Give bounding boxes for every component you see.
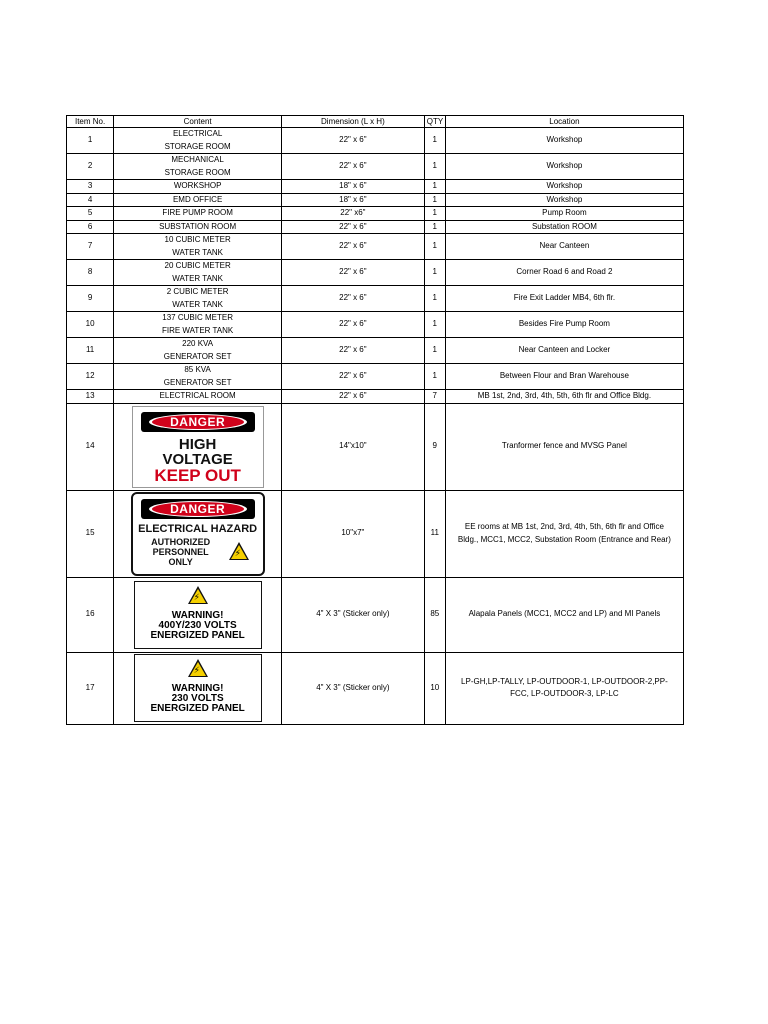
qty-cell: 1 bbox=[424, 128, 445, 154]
item-no-cell: 14 bbox=[67, 403, 114, 490]
signage-schedule-table bbox=[66, 115, 684, 725]
item-no-cell: 16 bbox=[67, 577, 114, 652]
content-line: 2 CUBIC METER bbox=[166, 287, 229, 296]
content-cell bbox=[114, 193, 282, 207]
item-no-cell: 1 bbox=[67, 128, 114, 154]
item-no-cell: 10 bbox=[67, 312, 114, 338]
qty-cell: 11 bbox=[424, 490, 445, 577]
danger-oval bbox=[141, 499, 255, 519]
item-no-cell: 12 bbox=[67, 364, 114, 390]
danger-sign-image bbox=[131, 492, 265, 576]
content-line: WATER TANK bbox=[172, 273, 224, 283]
location-cell: Corner Road 6 and Road 2 bbox=[445, 260, 683, 286]
location-cell: LP-GH,LP-TALLY, LP-OUTDOOR-1, LP-OUTDOOR-2,PP-FCC, LP-OUTDOOR-3, LP-LC bbox=[445, 652, 683, 724]
location-cell: Near Canteen and Locker bbox=[445, 338, 683, 364]
qty-cell: 1 bbox=[424, 207, 445, 221]
table-row bbox=[67, 234, 684, 260]
content-cell bbox=[114, 490, 282, 577]
dimension-cell: 22" x 6" bbox=[282, 364, 425, 390]
dimension-cell: 22" x 6" bbox=[282, 154, 425, 180]
sign-line: WARNING! bbox=[171, 609, 224, 621]
dimension-cell: 4" X 3" (Sticker only) bbox=[282, 652, 425, 724]
location-cell: Near Canteen bbox=[445, 234, 683, 260]
content-line: MECHANICAL bbox=[171, 155, 224, 164]
warning-triangle-icon bbox=[188, 586, 208, 604]
qty-cell: 1 bbox=[424, 260, 445, 286]
table-row bbox=[67, 338, 684, 364]
sign-line: VOLTAGE bbox=[162, 450, 233, 468]
item-no-cell: 5 bbox=[67, 207, 114, 221]
warning-triangle-icon bbox=[188, 659, 208, 677]
lightning-bolt-icon: ⚡ bbox=[193, 665, 200, 675]
lightning-bolt-icon: ⚡ bbox=[193, 591, 200, 602]
location-cell: Fire Exit Ladder MB4, 6th flr. bbox=[445, 286, 683, 312]
sign-line: ENERGIZED PANEL bbox=[150, 629, 245, 641]
content-cell bbox=[114, 338, 282, 364]
location-cell: Besides Fire Pump Room bbox=[445, 312, 683, 338]
content-line: 20 CUBIC METER bbox=[164, 261, 231, 270]
qty-cell: 10 bbox=[424, 652, 445, 724]
header-row bbox=[67, 116, 684, 128]
item-no-cell: 8 bbox=[67, 260, 114, 286]
content-line: 137 CUBIC METER bbox=[162, 313, 233, 322]
location-cell: Between Flour and Bran Warehouse bbox=[445, 364, 683, 390]
header-location: Location bbox=[445, 116, 683, 128]
item-no-cell: 11 bbox=[67, 338, 114, 364]
table-row bbox=[67, 652, 684, 724]
sign-line: ELECTRICAL HAZARD bbox=[138, 522, 258, 535]
item-no-cell: 15 bbox=[67, 490, 114, 577]
table-row bbox=[67, 154, 684, 180]
dimension-cell: 22" x 6" bbox=[282, 220, 425, 234]
item-no-cell: 7 bbox=[67, 234, 114, 260]
sign-line: AUTHORIZED bbox=[151, 536, 211, 547]
dimension-cell: 18" x 6" bbox=[282, 180, 425, 194]
content-line: 220 KVA bbox=[182, 339, 214, 348]
warning-sign-image bbox=[134, 654, 262, 722]
table-row bbox=[67, 260, 684, 286]
sign-line: HIGH bbox=[178, 435, 217, 453]
danger-oval bbox=[141, 412, 255, 432]
sign-line: 230 VOLTS bbox=[171, 693, 224, 704]
sign-line: ONLY bbox=[168, 556, 193, 567]
dimension-cell: 22" x 6" bbox=[282, 234, 425, 260]
dimension-cell: 22" x6" bbox=[282, 207, 425, 221]
header-content: Content bbox=[114, 116, 282, 128]
location-cell: Substation ROOM bbox=[445, 220, 683, 234]
danger-header: DANGER bbox=[152, 415, 244, 429]
item-no-cell: 17 bbox=[67, 652, 114, 724]
content-cell bbox=[114, 180, 282, 194]
item-no-cell: 3 bbox=[67, 180, 114, 194]
qty-cell: 85 bbox=[424, 577, 445, 652]
content-line: FIRE PUMP ROOM bbox=[162, 208, 233, 217]
content-cell bbox=[114, 260, 282, 286]
dimension-cell: 22" x 6" bbox=[282, 338, 425, 364]
content-line: 10 CUBIC METER bbox=[164, 235, 231, 244]
content-line: GENERATOR SET bbox=[163, 377, 232, 387]
content-cell bbox=[114, 403, 282, 490]
table-row bbox=[67, 128, 684, 154]
content-line: STORAGE ROOM bbox=[164, 167, 231, 177]
danger-sign-image bbox=[132, 406, 264, 488]
item-no-cell: 4 bbox=[67, 193, 114, 207]
dimension-cell: 4" X 3" (Sticker only) bbox=[282, 577, 425, 652]
content-line: ELECTRICAL bbox=[172, 129, 223, 138]
qty-cell: 1 bbox=[424, 180, 445, 194]
item-no-cell: 13 bbox=[67, 390, 114, 404]
item-no-cell: 9 bbox=[67, 286, 114, 312]
dimension-cell: 22" x 6" bbox=[282, 312, 425, 338]
header-item-no: Item No. bbox=[67, 116, 114, 128]
content-line: STORAGE ROOM bbox=[164, 141, 231, 151]
content-cell bbox=[114, 286, 282, 312]
item-no-cell: 6 bbox=[67, 220, 114, 234]
content-cell bbox=[114, 652, 282, 724]
content-line: ELECTRICAL ROOM bbox=[159, 391, 236, 400]
sign-line: WARNING! bbox=[171, 683, 224, 694]
warning-triangle-icon bbox=[229, 542, 249, 560]
table-row bbox=[67, 193, 684, 207]
table-row bbox=[67, 490, 684, 577]
location-cell: Workshop bbox=[445, 180, 683, 194]
qty-cell: 7 bbox=[424, 390, 445, 404]
qty-cell: 1 bbox=[424, 220, 445, 234]
lightning-bolt-icon: ⚡ bbox=[234, 547, 241, 558]
table-row bbox=[67, 364, 684, 390]
content-cell bbox=[114, 577, 282, 652]
content-cell bbox=[114, 312, 282, 338]
danger-header: DANGER bbox=[152, 502, 244, 516]
location-cell: Alapala Panels (MCC1, MCC2 and LP) and MI Panels bbox=[445, 577, 683, 652]
warning-sign-image bbox=[134, 581, 262, 649]
dimension-cell: 22" x 6" bbox=[282, 260, 425, 286]
table-row bbox=[67, 207, 684, 221]
location-cell: EE rooms at MB 1st, 2nd, 3rd, 4th, 5th, 6th flr and Office Bldg., MCC1, MCC2, Substation Room (Entrance and Rear) bbox=[445, 490, 683, 577]
content-line: WORKSHOP bbox=[173, 181, 222, 190]
header-qty: QTY bbox=[424, 116, 445, 128]
qty-cell: 9 bbox=[424, 403, 445, 490]
content-line: 85 KVA bbox=[184, 365, 211, 374]
content-line: WATER TANK bbox=[172, 299, 224, 309]
sign-line: PERSONNEL bbox=[152, 546, 209, 557]
table-row bbox=[67, 403, 684, 490]
content-line: SUBSTATION ROOM bbox=[159, 221, 237, 231]
sign-line: ENERGIZED PANEL bbox=[150, 703, 245, 714]
content-cell bbox=[114, 128, 282, 154]
content-line: WATER TANK bbox=[172, 247, 224, 257]
dimension-cell: 22" x 6" bbox=[282, 128, 425, 154]
qty-cell: 1 bbox=[424, 154, 445, 180]
qty-cell: 1 bbox=[424, 312, 445, 338]
location-cell: Pump Room bbox=[445, 207, 683, 221]
location-cell: Tranformer fence and MVSG Panel bbox=[445, 403, 683, 490]
content-line: EMD OFFICE bbox=[172, 194, 223, 204]
dimension-cell: 18" x 6" bbox=[282, 193, 425, 207]
dimension-cell: 14"x10" bbox=[282, 403, 425, 490]
content-cell bbox=[114, 364, 282, 390]
qty-cell: 1 bbox=[424, 286, 445, 312]
content-line: FIRE WATER TANK bbox=[161, 325, 234, 335]
content-cell bbox=[114, 390, 282, 404]
location-cell: Workshop bbox=[445, 154, 683, 180]
dimension-cell: 10"x7" bbox=[282, 490, 425, 577]
table-row bbox=[67, 577, 684, 652]
table-row bbox=[67, 286, 684, 312]
table-row bbox=[67, 220, 684, 234]
content-cell bbox=[114, 234, 282, 260]
location-cell: MB 1st, 2nd, 3rd, 4th, 5th, 6th flr and Office Bldg. bbox=[445, 390, 683, 404]
content-cell bbox=[114, 154, 282, 180]
qty-cell: 1 bbox=[424, 338, 445, 364]
header-dimension: Dimension (L x H) bbox=[282, 116, 425, 128]
location-cell: Workshop bbox=[445, 128, 683, 154]
dimension-cell: 22" x 6" bbox=[282, 390, 425, 404]
content-line: GENERATOR SET bbox=[163, 351, 232, 361]
item-no-cell: 2 bbox=[67, 154, 114, 180]
content-cell bbox=[114, 220, 282, 234]
qty-cell: 1 bbox=[424, 234, 445, 260]
sign-line: 400Y/230 VOLTS bbox=[158, 619, 237, 631]
table-row bbox=[67, 180, 684, 194]
table-row bbox=[67, 390, 684, 404]
qty-cell: 1 bbox=[424, 193, 445, 207]
sign-line: KEEP OUT bbox=[154, 465, 241, 485]
table-row bbox=[67, 312, 684, 338]
location-cell: Workshop bbox=[445, 193, 683, 207]
dimension-cell: 22" x 6" bbox=[282, 286, 425, 312]
qty-cell: 1 bbox=[424, 364, 445, 390]
content-cell bbox=[114, 207, 282, 221]
